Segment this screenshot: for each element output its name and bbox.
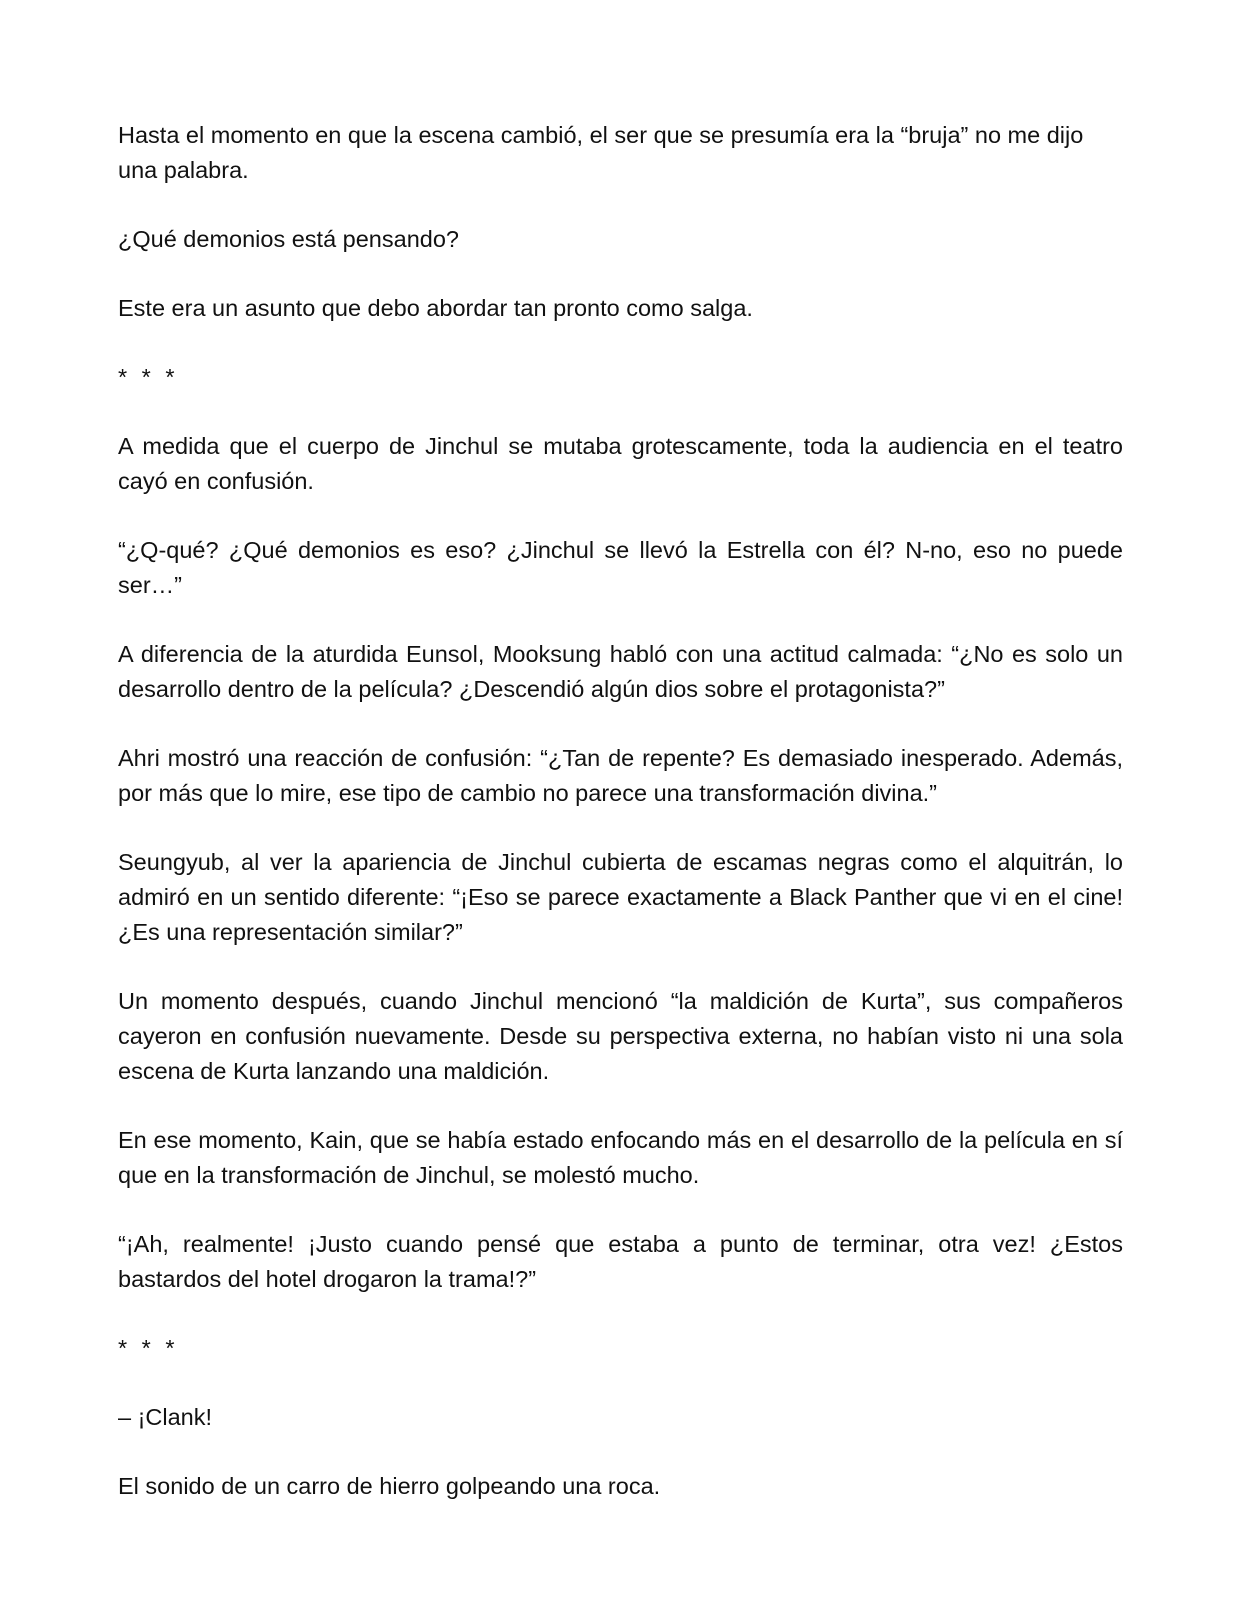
paragraph: El sonido de un carro de hierro golpeando una roca.	[118, 1473, 661, 1499]
paragraph: En ese momento, Kain, que se había estado enfocando más en el desarrollo de la película en sí que en la transformación de Jinchul, se molestó mucho.	[118, 1127, 1123, 1188]
paragraph: Este era un asunto que debo abordar tan pronto como salga.	[118, 295, 753, 321]
paragraph: “¡Ah, realmente! ¡Justo cuando pensé que estaba a punto de terminar, otra vez! ¿Estos bastardos del hotel drogaron la trama!?”	[118, 1231, 1123, 1292]
paragraph: “¿Q-qué? ¿Qué demonios es eso? ¿Jinchul se llevó la Estrella con él? N-no, eso no puede ser…”	[118, 537, 1123, 598]
paragraph: Ahri mostró una reacción de confusión: “¿Tan de repente? Es demasiado inesperado. Además, por más que lo mire, ese tipo de cambio no parece una transformación divina.”	[118, 745, 1123, 806]
paragraph: Hasta el momento en que la escena cambió, el ser que se presumía era la “bruja” no me dijo una palabra.	[118, 122, 1084, 183]
paragraph: Un momento después, cuando Jinchul mencionó “la maldición de Kurta”, sus compañeros cayeron en confusión nuevamente. Desde su perspectiva externa, no habían visto ni una sola escena de Kurta lanzando una maldición.	[118, 988, 1123, 1084]
paragraph: ¿Qué demonios está pensando?	[118, 226, 459, 252]
paragraph: Seungyub, al ver la apariencia de Jinchul cubierta de escamas negras como el alquitrán, lo admiró en un sentido diferente: “¡Eso se parece exactamente a Black Panther que vi en el cine! ¿Es una representación similar?”	[118, 849, 1123, 945]
scene-separator: * * *	[118, 364, 179, 390]
paragraph: A diferencia de la aturdida Eunsol, Mooksung habló con una actitud calmada: “¿No es solo un desarrollo dentro de la película? ¿Descendió algún dios sobre el protagonista?”	[118, 641, 1123, 702]
scene-separator: * * *	[118, 1335, 179, 1361]
paragraph: A medida que el cuerpo de Jinchul se mutaba grotescamente, toda la audiencia en el teatro cayó en confusión.	[118, 433, 1123, 494]
paragraph: – ¡Clank!	[118, 1404, 213, 1430]
document-page	[118, 118, 1123, 1538]
